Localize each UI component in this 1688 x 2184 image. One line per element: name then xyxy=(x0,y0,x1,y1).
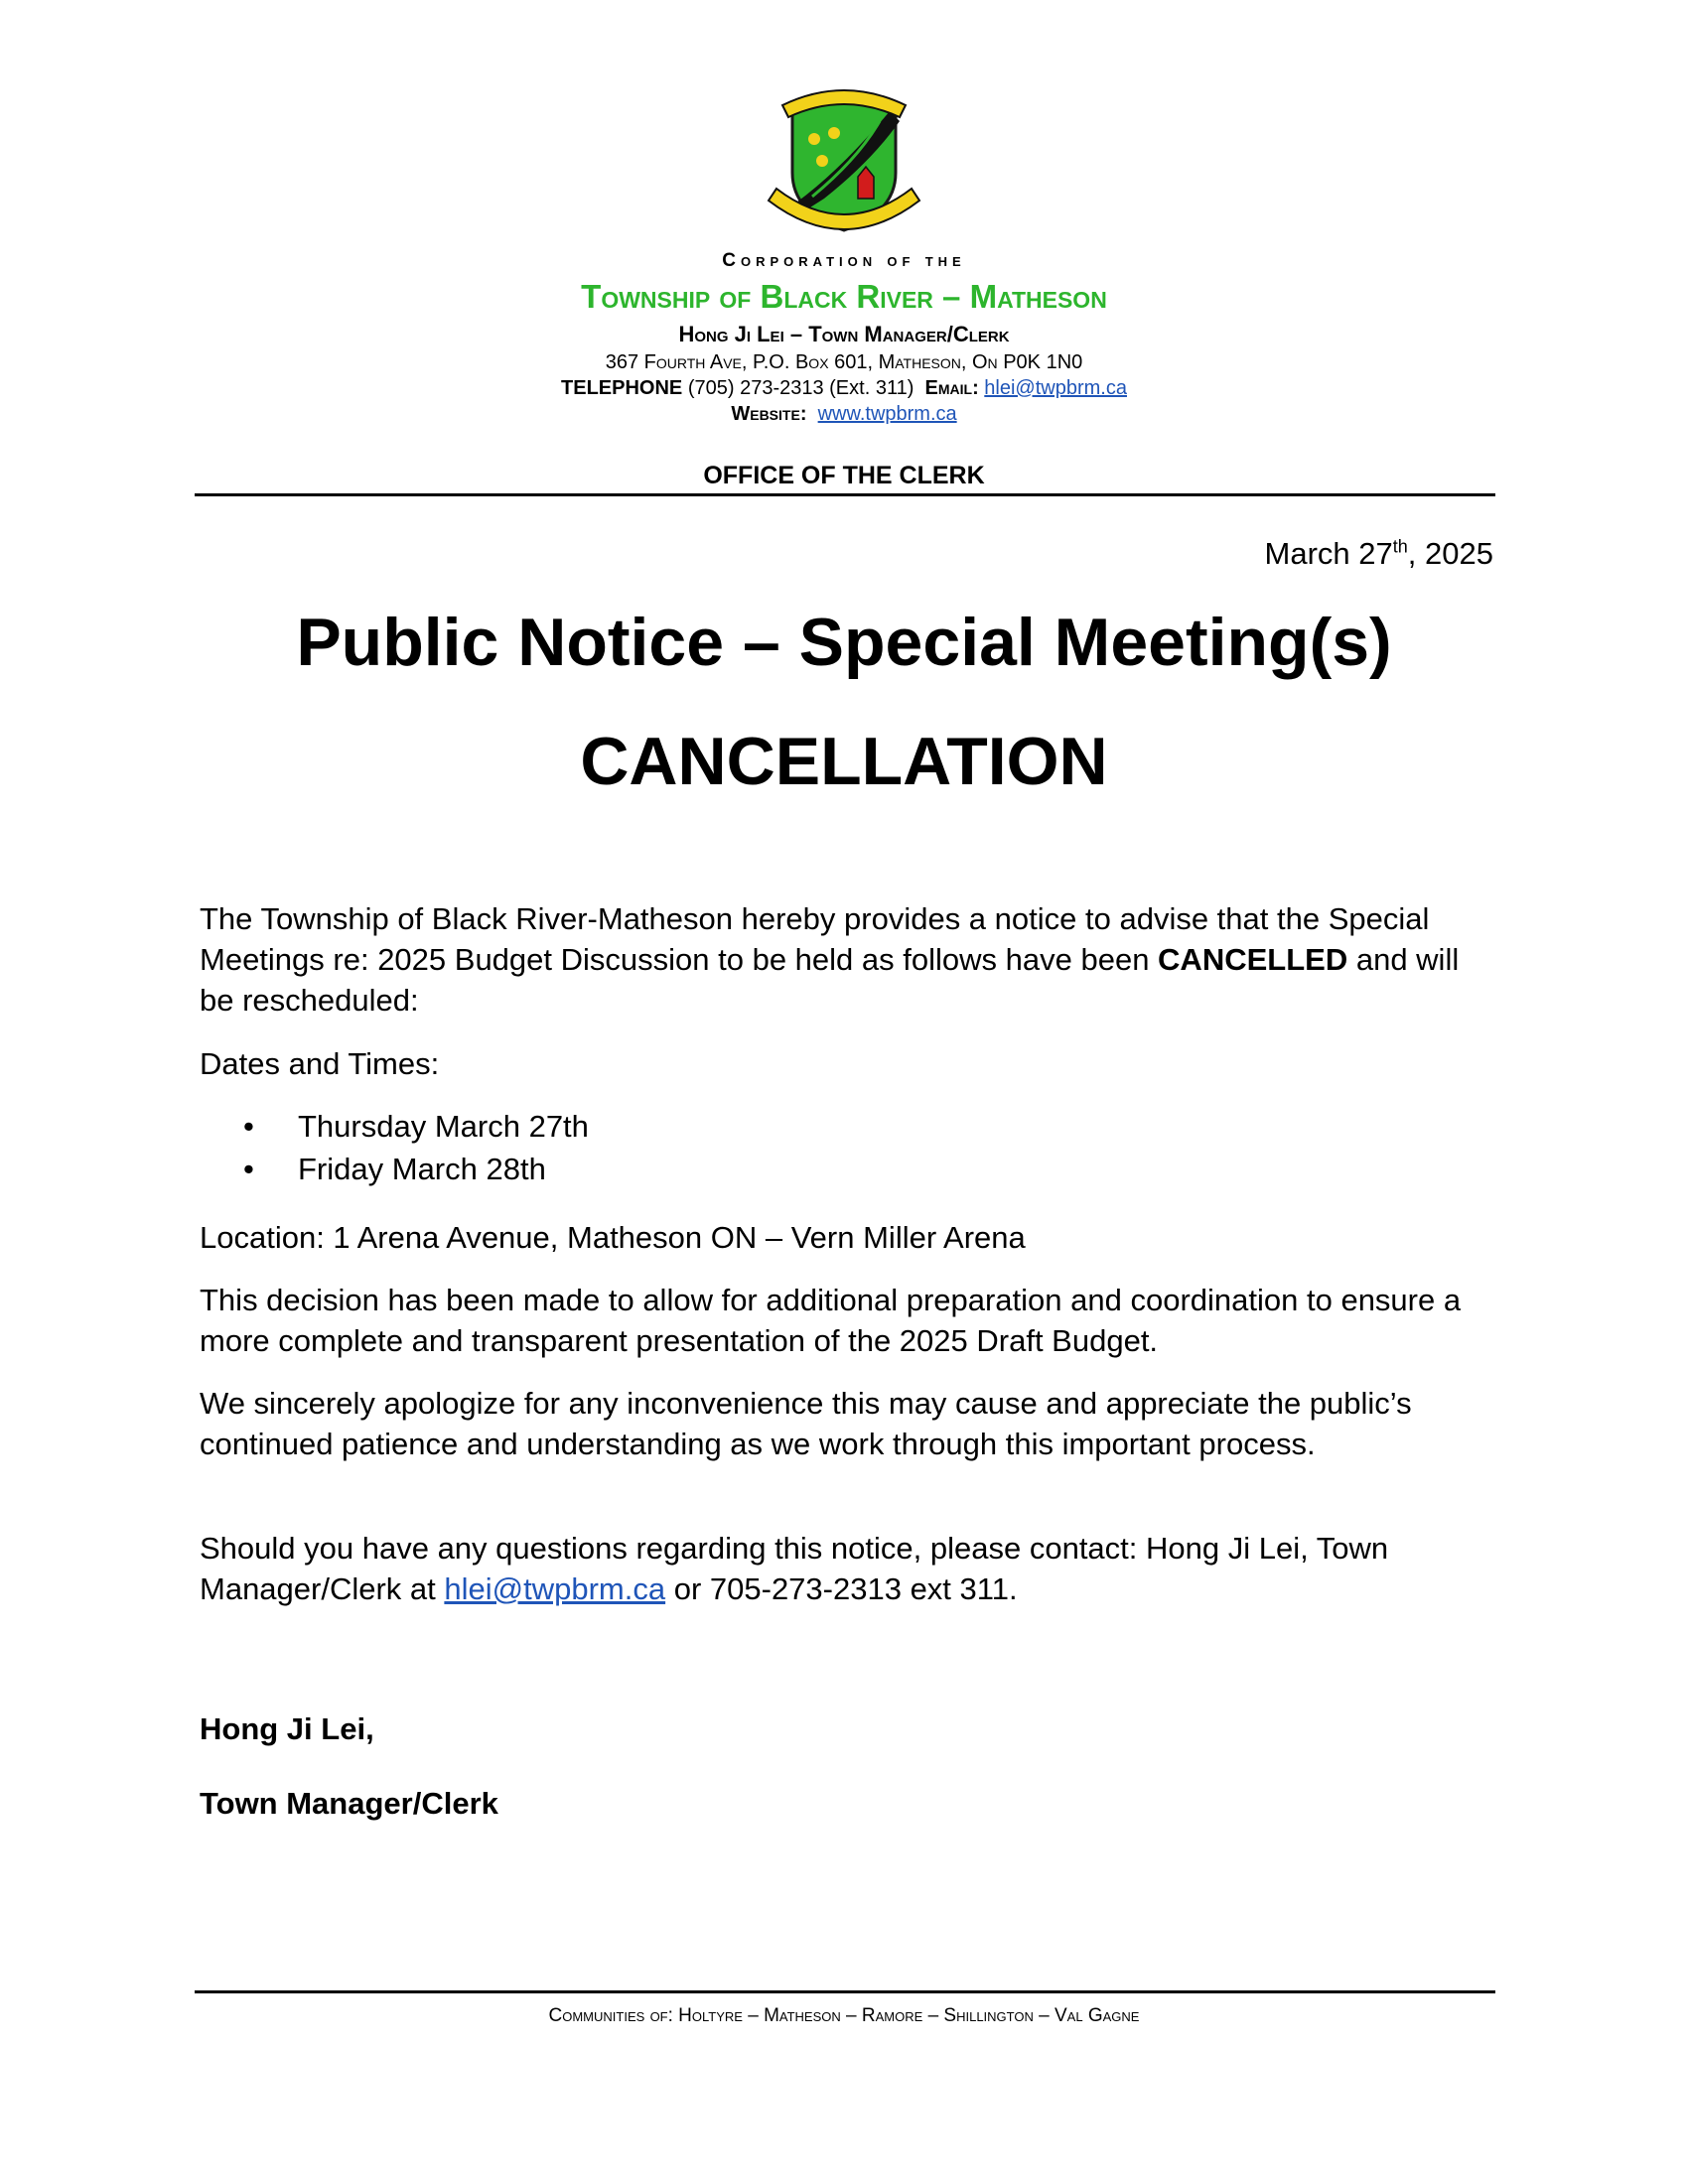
footer-communities: Communities of: Holtyre – Matheson – Ramore – Shillington – Val Gagne xyxy=(548,2005,1140,2026)
address-line: 367 Fourth Ave, P.O. Box 601, Matheson, On P0K 1N0 xyxy=(605,351,1083,373)
email-link[interactable]: hlei@twpbrm.ca xyxy=(984,377,1127,399)
manager-line: Hong Ji Lei – Town Manager/Clerk xyxy=(678,322,1010,346)
corporation-heading: Corporation of the xyxy=(722,250,966,271)
email-label: Email xyxy=(924,377,973,399)
township-crest-logo xyxy=(763,81,925,240)
footer-divider xyxy=(195,1990,1495,1993)
list-item: Friday March 28th xyxy=(298,1152,546,1186)
bullet-marker: • xyxy=(243,1152,254,1186)
contact-email-link[interactable]: hlei@twpbrm.ca xyxy=(444,1571,666,1606)
dates-heading: Dates and Times: xyxy=(200,1046,440,1081)
office-heading: OFFICE OF THE CLERK xyxy=(703,462,985,489)
apology-paragraph: We sincerely apologize for any inconvenience this may cause and appreciate the public’s continued patience and understanding as we work through this important process. xyxy=(200,1386,1412,1461)
signature-title: Town Manager/Clerk xyxy=(200,1786,498,1821)
location-line: Location: 1 Arena Avenue, Matheson ON – Vern Miller Arena xyxy=(200,1220,1026,1255)
notice-title: Public Notice – Special Meeting(s) xyxy=(296,605,1392,680)
list-item: Thursday March 27th xyxy=(298,1109,589,1144)
header-divider xyxy=(195,493,1495,496)
contact-line: TELEPHONE (705) 273-2313 (Ext. 311) Email: hlei@twpbrm.ca xyxy=(561,377,1127,399)
intro-paragraph: The Township of Black River-Matheson hereby provides a notice to advise that the Special Meetings re: 2025 Budget Discussion to be held as follows have been CANCELLED and will be rescheduled: xyxy=(200,901,1460,1018)
notice-date: March 27th, 2025 xyxy=(1264,536,1493,571)
telephone-number: (705) 273-2313 (Ext. 311) xyxy=(682,377,914,399)
bullet-marker: • xyxy=(243,1109,254,1144)
contact-paragraph: Should you have any questions regarding this notice, please contact: Hong Ji Lei, Town Manager/Clerk at hlei@twpbrm.ca or 705-273-2313 ext 311. xyxy=(200,1531,1389,1606)
decision-paragraph: This decision has been made to allow for additional preparation and coordination to ensure a more complete and transparent presentation of the 2025 Draft Budget. xyxy=(200,1283,1462,1358)
website-link[interactable]: www.twpbrm.ca xyxy=(817,403,957,425)
website-line: Website: www.twpbrm.ca xyxy=(731,403,957,425)
notice-subtitle: CANCELLATION xyxy=(580,724,1108,799)
website-label: Website xyxy=(731,403,800,425)
township-name: Township of Black River – Matheson xyxy=(581,278,1107,315)
telephone-label: TELEPHONE xyxy=(561,377,683,399)
signature-name: Hong Ji Lei, xyxy=(200,1711,374,1746)
